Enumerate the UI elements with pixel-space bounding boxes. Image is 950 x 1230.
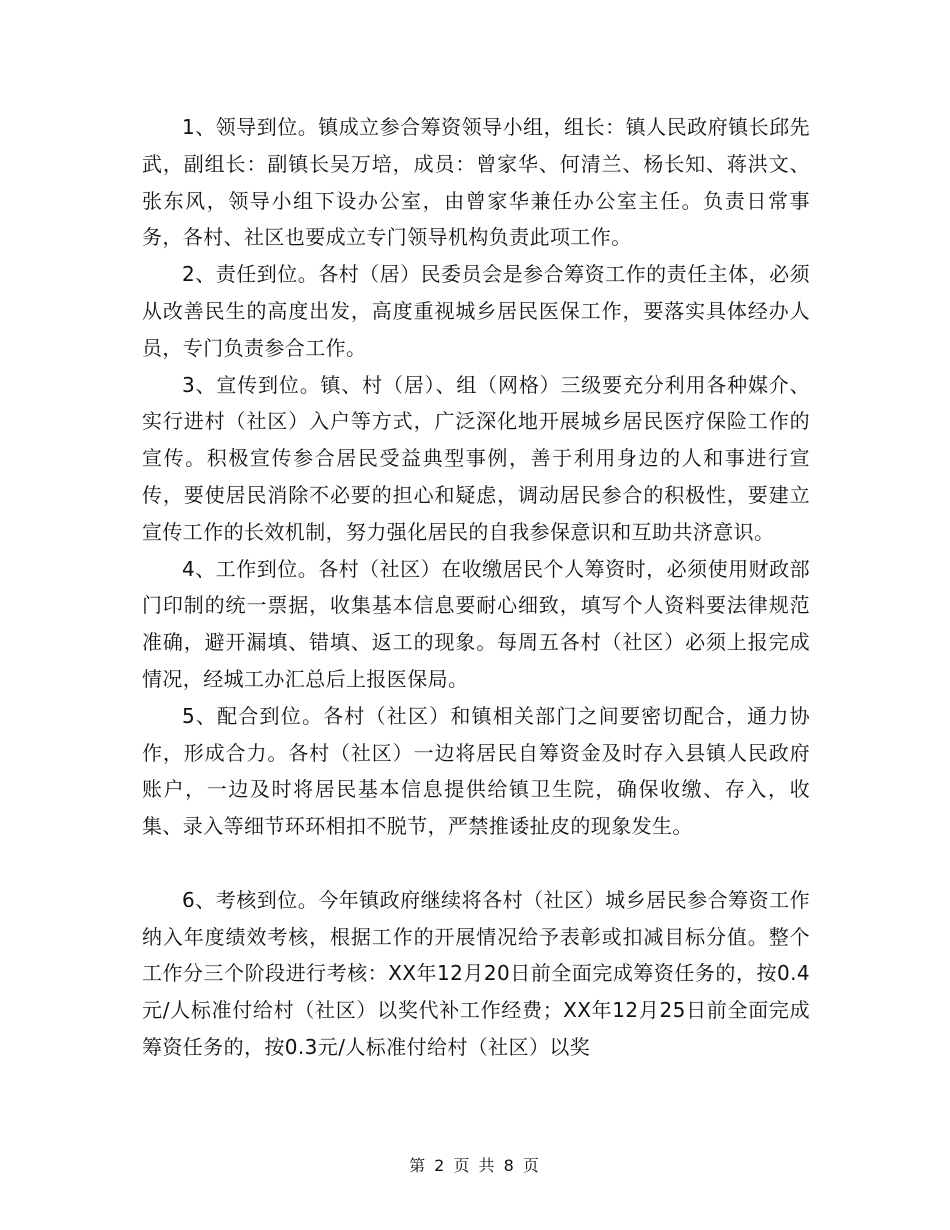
page-number-footer: 第 2 页 共 8 页 (409, 1156, 541, 1175)
paragraph-leadership: 1、领导到位。镇成立参合筹资领导小组，组长：镇人民政府镇长邱先武，副组长：副镇长吴万培，成员：曾家华、何清兰、杨长知、蒋洪文、张东风，领导小组下设办公室，由曾家华兼任办公室主任。负责日常事务，各村、社区也要成立专门领导机构负责此项工作。 (142, 115, 810, 250)
paragraph-publicity: 3、宣传到位。镇、村（居）、组（网格）三级要充分利用各种媒介、实行进村（社区）入户等方式，广泛深化地开展城乡居民医疗保险工作的宣传。积极宣传参合居民受益典型事例，善于利用身边的人和事进行宣传，要使居民消除不必要的担心和疑虑，调动居民参合的积极性，要建立宣传工作的长效机制，努力强化居民的自我参保意识和互助共济意识。 (142, 372, 810, 544)
paragraph-responsibility: 2、责任到位。各村（居）民委员会是参合筹资工作的责任主体，必须从改善民生的高度出发，高度重视城乡居民医保工作，要落实具体经办人员，专门负责参合工作。 (142, 262, 810, 360)
document-body (142, 109, 810, 1066)
paragraph-assessment: 6、考核到位。今年镇政府继续将各村（社区）城乡居民参合筹资工作纳入年度绩效考核，根据工作的开展情况给予表彰或扣减目标分值。整个工作分三个阶段进行考核：XX年12月20日前全面完成筹资任务的，按0.4元/人标准付给村（社区）以奖代补工作经费；XX年12月25日前全面完成筹资任务的，按0.3元/人标准付给村（社区）以奖 (142, 887, 810, 1059)
paragraph-gap (142, 845, 810, 882)
paragraph-work: 4、工作到位。各村（社区）在收缴居民个人筹资时，必须使用财政部门印制的统一票据，收集基本信息要耐心细致，填写个人资料要法律规范准确，避开漏填、错填、返工的现象。每周五各村（社区）必须上报完成情况，经城工办汇总后上报医保局。 (142, 556, 810, 691)
paragraph-cooperation: 5、配合到位。各村（社区）和镇相关部门之间要密切配合，通力协作，形成合力。各村（社区）一边将居民自筹资金及时存入县镇人民政府账户，一边及时将居民基本信息提供给镇卫生院，确保收缴、存入，收集、录入等细节环环相扣不脱节，严禁推诿扯皮的现象发生。 (142, 703, 810, 839)
